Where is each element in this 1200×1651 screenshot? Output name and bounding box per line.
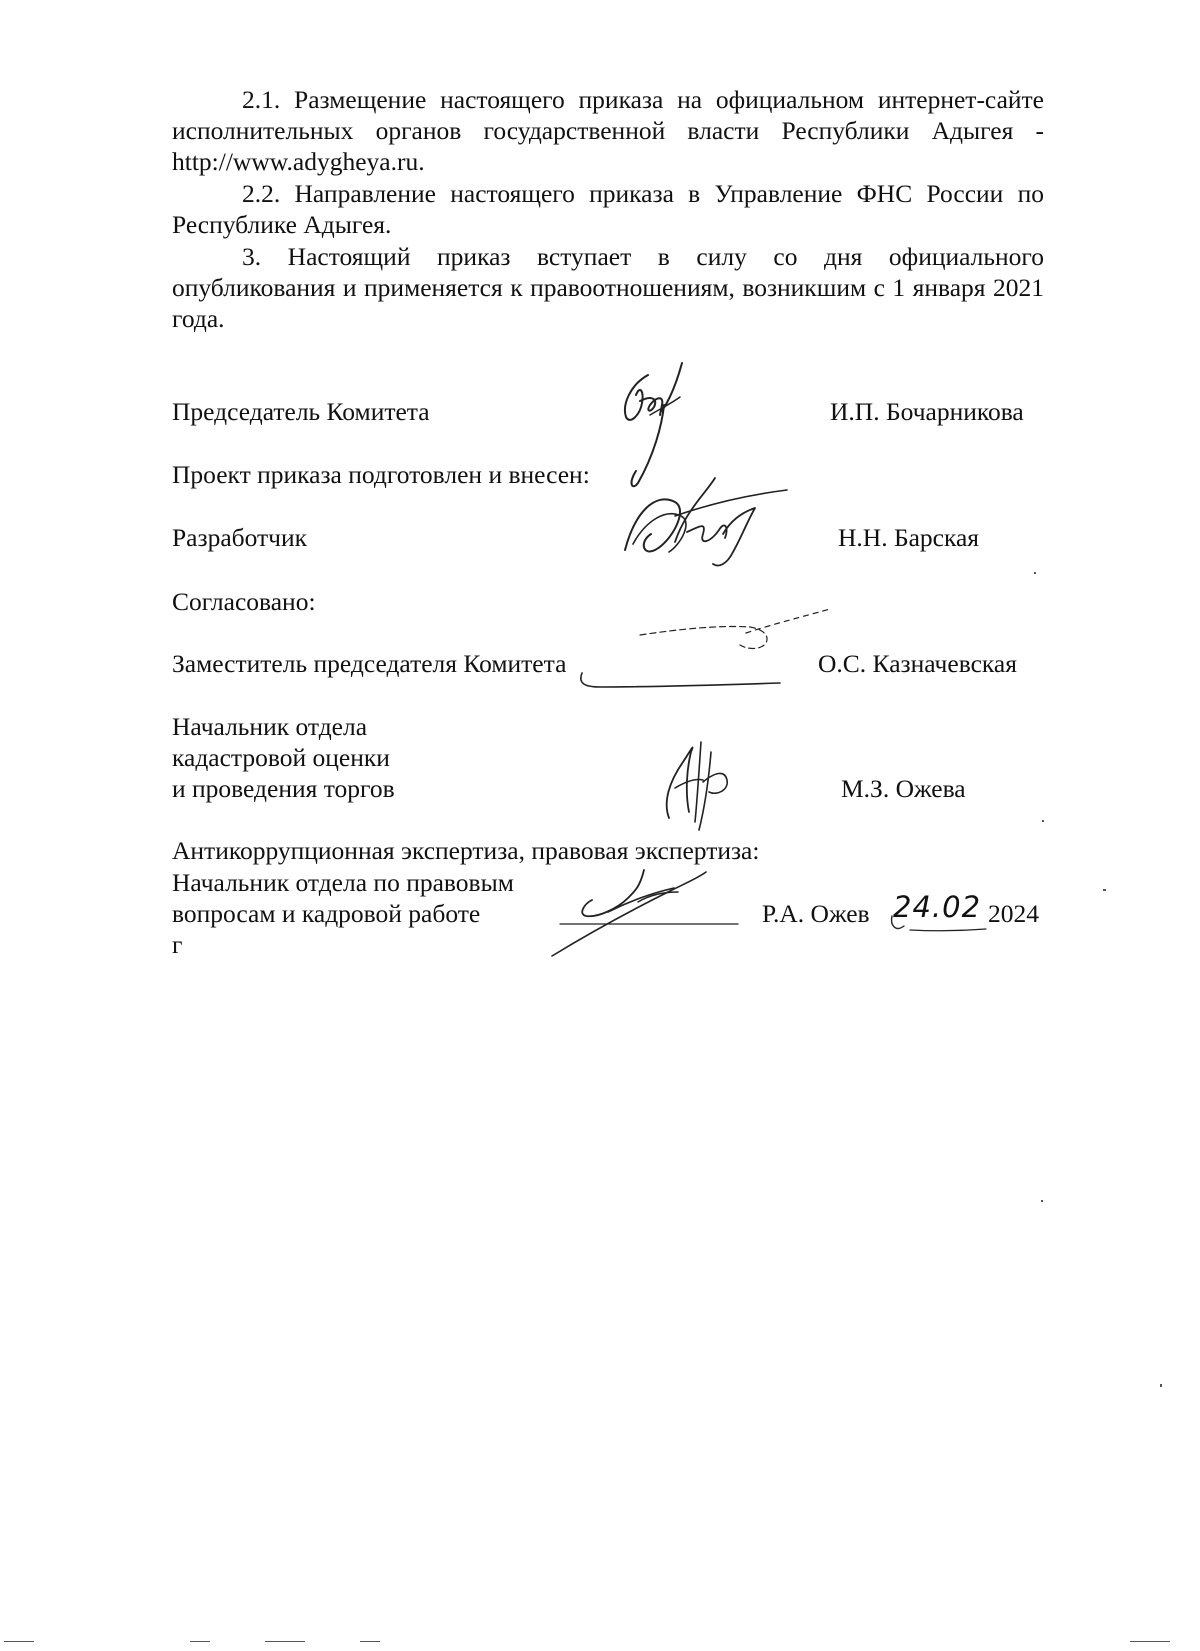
developer-signature bbox=[615, 472, 795, 572]
paragraph-3: 3. Настоящий приказ вступает в силу со дня официального опубликования и применяется к правоотношениям, возникшим с 1 января 2021 года. bbox=[172, 242, 1044, 333]
cadastral-position-line-3: и проведения торгов bbox=[172, 774, 395, 803]
agreed-label: Согласовано: bbox=[172, 587, 316, 616]
legal-date-year: 2024 bbox=[988, 899, 1039, 928]
developer-name: Н.Н. Барская bbox=[838, 523, 980, 552]
scan-edge bbox=[4, 1641, 34, 1642]
scan-speck bbox=[1034, 572, 1036, 574]
legal-position-line-1: Начальник отдела по правовым bbox=[172, 868, 514, 897]
legal-date-handwritten: 24.02 bbox=[893, 890, 982, 924]
cadastral-name: М.З. Ожева bbox=[841, 774, 966, 803]
paragraph-2-1: 2.1. Размещение настоящего приказа на официальном интернет-сайте исполнительных органов государственной власти Республики Адыгея - http://www.adygheya.ru. bbox=[172, 85, 1044, 176]
scan-speck bbox=[1041, 1200, 1043, 1202]
prepared-label: Проект приказа подготовлен и внесен: bbox=[172, 460, 590, 489]
scan-edge bbox=[265, 1641, 305, 1642]
deputy-name: О.С. Казначевская bbox=[818, 649, 1017, 678]
scan-speck bbox=[1042, 820, 1044, 822]
scan-speck bbox=[1160, 1384, 1162, 1387]
legal-signature bbox=[548, 862, 748, 962]
cadastral-position-line-2: кадастровой оценки bbox=[172, 743, 390, 772]
developer-position: Разработчик bbox=[172, 523, 308, 552]
scan-edge bbox=[190, 1641, 210, 1642]
paragraph-2-2: 2.2. Направление настоящего приказа в Управление ФНС России по Республике Адыгея. bbox=[172, 179, 1044, 239]
chair-position: Председатель Комитета bbox=[172, 397, 430, 426]
cadastral-signature bbox=[655, 722, 755, 832]
expertise-label: Антикоррупционная экспертиза, правовая экспертиза: bbox=[172, 836, 760, 865]
scan-edge bbox=[1130, 1641, 1170, 1642]
legal-position-line-3: г bbox=[172, 930, 183, 959]
legal-date-underline bbox=[890, 896, 994, 936]
legal-position-line-2: вопросам и кадровой работе bbox=[172, 899, 481, 928]
cadastral-position-line-1: Начальник отдела bbox=[172, 712, 368, 741]
scan-speck bbox=[1103, 889, 1106, 891]
legal-name: Р.А. Ожев bbox=[762, 899, 870, 928]
deputy-position: Заместитель председателя Комитета bbox=[172, 649, 567, 678]
deputy-signature bbox=[570, 605, 840, 695]
scan-edge bbox=[360, 1641, 380, 1642]
chair-name: И.П. Бочарникова bbox=[830, 397, 1024, 426]
